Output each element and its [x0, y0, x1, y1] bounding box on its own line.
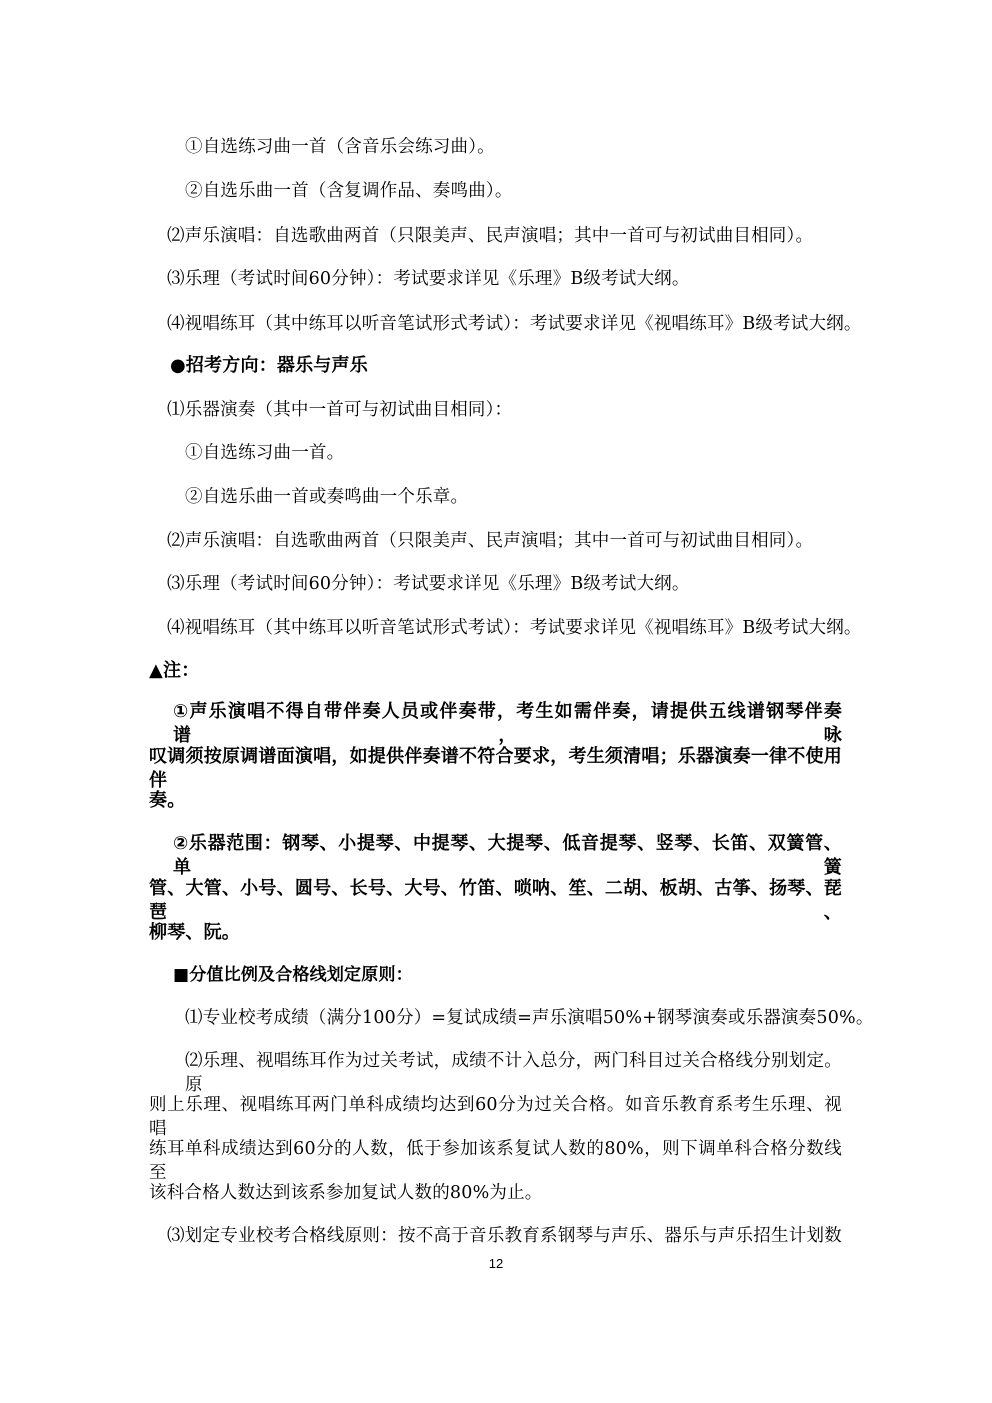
page-number: 12: [488, 1256, 504, 1271]
note2-line2: 管、大管、小号、圆号、长号、大号、竹笛、唢呐、笙、二胡、板胡、古筝、扬琴、琵琶、: [149, 878, 842, 923]
scoring-heading: ■分值比例及合格线划定原则：: [173, 965, 413, 985]
note1-line2: 叹调须按原调谱面演唱，如提供伴奏谱不符合要求，考生须清唱；乐器演奏一律不使用伴: [149, 746, 842, 791]
notes-heading: ▲注：: [149, 660, 200, 681]
scoring-item2-line4: 该科合格人数达到该系参加复试人数的80%为止。: [149, 1183, 543, 1203]
scoring-item2-line3: 练耳单科成绩达到60分的人数，低于参加该系复试人数的80%，则下调单科合格分数线至: [149, 1139, 842, 1183]
note1-line1: ①声乐演唱不得自带伴奏人员或伴奏带，考生如需伴奏，请提供五线谱钢琴伴奏谱，咏: [173, 701, 842, 746]
scoring-item3: ⑶划定专业校考合格线原则：按不高于音乐教育系钢琴与声乐、器乐与声乐招生计划数: [167, 1226, 842, 1246]
section-b-item2: ⑵声乐演唱：自选歌曲两首（只限美声、民声演唱；其中一首可与初试曲目相同）。: [167, 531, 814, 551]
note1-line3: 奏。: [149, 790, 186, 811]
section-b-item4: ⑷视唱练耳（其中练耳以听音笔试形式考试）：考试要求详见《视唱练耳》B级考试大纲。: [167, 618, 862, 638]
section-b-item1-sub2: ②自选乐曲一首或奏鸣曲一个乐章。: [185, 487, 469, 507]
note2-line3: 柳琴、阮。: [149, 922, 240, 943]
scoring-item2-line1: ⑵乐理、视唱练耳作为过关考试，成绩不计入总分，两门科目过关合格线分别划定。原: [185, 1051, 842, 1095]
section-a-item3: ⑶乐理（考试时间60分钟）：考试要求详见《乐理》B级考试大纲。: [167, 269, 690, 289]
section-a-item1-sub1: ①自选练习曲一首（含音乐会练习曲）。: [185, 137, 495, 157]
note2-line1: ②乐器范围：钢琴、小提琴、中提琴、大提琴、低音提琴、竖琴、长笛、双簧管、单簧: [173, 833, 842, 878]
section-b-item1: ⑴乐器演奏（其中一首可与初试曲目相同）：: [167, 400, 513, 420]
scoring-item2-line2: 则上乐理、视唱练耳两门单科成绩均达到60分为过关合格。如音乐教育系考生乐理、视唱: [149, 1095, 842, 1139]
section-b-heading: ●招考方向：器乐与声乐: [170, 355, 368, 376]
section-b-item1-sub1: ①自选练习曲一首。: [185, 443, 345, 463]
section-a-item4: ⑷视唱练耳（其中练耳以听音笔试形式考试）：考试要求详见《视唱练耳》B级考试大纲。: [167, 314, 862, 334]
scoring-item1: ⑴专业校考成绩（满分100分）=复试成绩=声乐演唱50%+钢琴演奏或乐器演奏50%。: [185, 1008, 874, 1028]
section-b-item3: ⑶乐理（考试时间60分钟）：考试要求详见《乐理》B级考试大纲。: [167, 574, 690, 594]
section-a-item1-sub2: ②自选乐曲一首（含复调作品、奏鸣曲）。: [185, 181, 513, 201]
section-a-item2: ⑵声乐演唱：自选歌曲两首（只限美声、民声演唱；其中一首可与初试曲目相同）。: [167, 226, 814, 246]
